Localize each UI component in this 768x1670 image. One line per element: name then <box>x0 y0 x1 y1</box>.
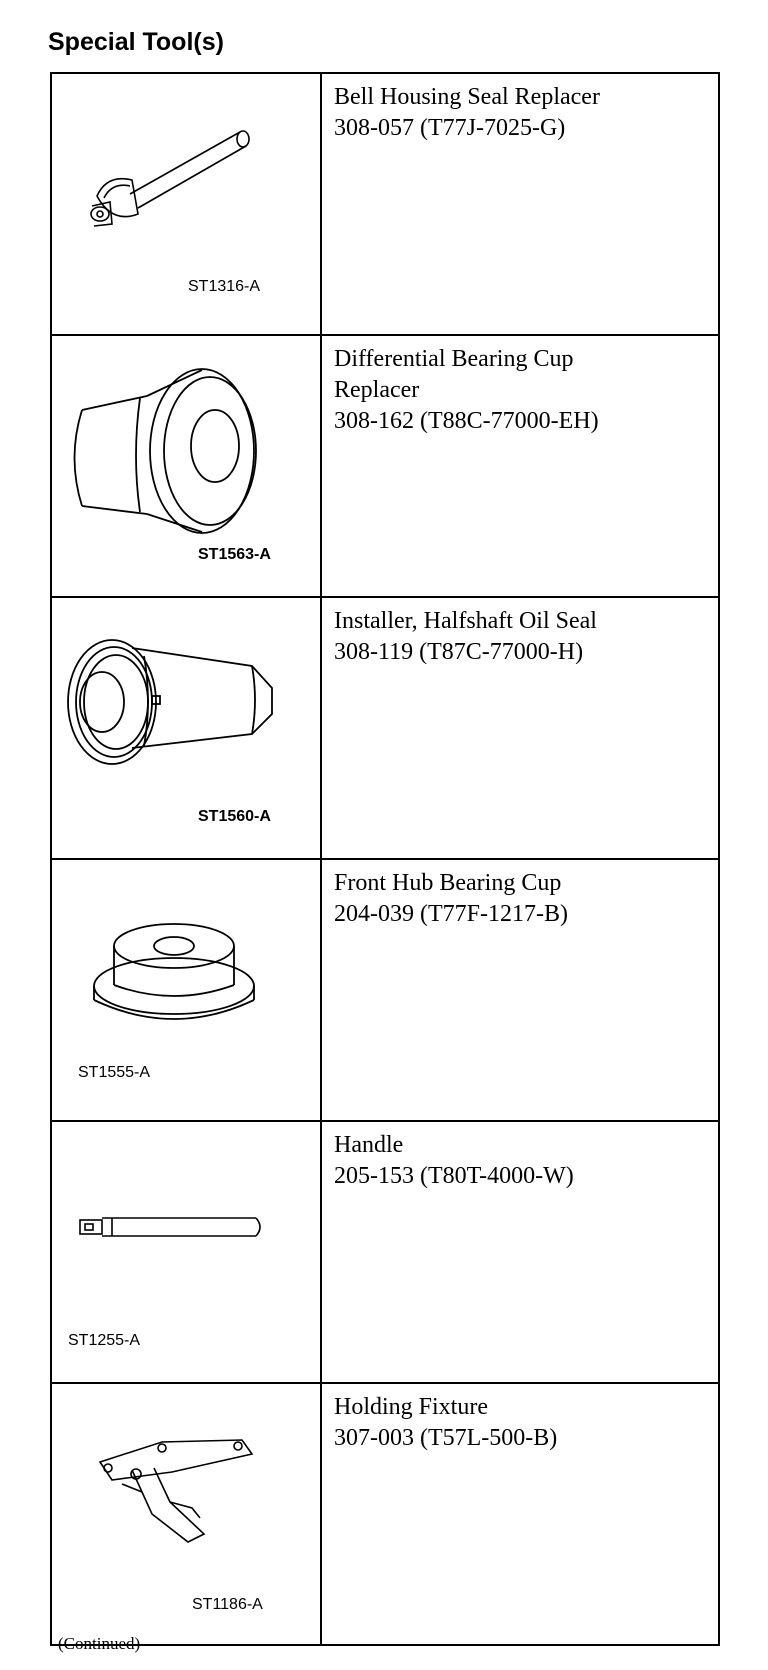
tool-part-number: 308-119 (T87C-77000-H) <box>334 639 584 665</box>
special-tools-table <box>50 72 720 1646</box>
tool-code: ST1563-A <box>198 546 271 563</box>
halfshaft-oil-seal-installer-icon <box>52 598 320 850</box>
tool-illustration-cell <box>51 859 321 1121</box>
page-title: Special Tool(s) <box>48 28 224 56</box>
tool-name: Front Hub Bearing Cup <box>334 870 562 896</box>
table-row <box>51 859 719 1121</box>
tool-code: ST1186-A <box>192 1596 263 1613</box>
tool-illustration-cell <box>51 1383 321 1645</box>
table-row <box>51 1121 719 1383</box>
tool-part-number: 204-039 (T77F-1217-B) <box>334 901 568 927</box>
tool-illustration-cell <box>51 335 321 597</box>
tool-description-cell <box>321 335 719 597</box>
tool-name: Differential Bearing Cup Replacer <box>334 346 574 403</box>
table-row <box>51 1383 719 1645</box>
tool-description-cell <box>321 1121 719 1383</box>
tool-description-cell <box>321 597 719 859</box>
tool-illustration-cell <box>51 73 321 335</box>
tool-code: ST1555-A <box>78 1064 151 1081</box>
continued-note: (Continued) <box>58 1634 141 1653</box>
tool-description-cell <box>321 1383 719 1645</box>
tool-description-cell <box>321 73 719 335</box>
tool-name: Handle <box>334 1132 404 1158</box>
holding-fixture-icon <box>52 1384 320 1636</box>
tool-name: Bell Housing Seal Replacer <box>334 84 600 110</box>
bell-housing-seal-replacer-icon <box>52 74 320 326</box>
tool-illustration-cell <box>51 597 321 859</box>
table-row <box>51 597 719 859</box>
tool-illustration-cell <box>51 1121 321 1383</box>
table-row <box>51 73 719 335</box>
differential-bearing-cup-replacer-icon <box>52 336 320 588</box>
tool-code: ST1316-A <box>188 278 261 295</box>
tool-code: ST1560-A <box>198 808 271 825</box>
tool-part-number: 205-153 (T80T-4000-W) <box>334 1163 574 1189</box>
tool-part-number: 308-057 (T77J-7025-G) <box>334 115 566 141</box>
tool-name: Holding Fixture <box>334 1394 488 1420</box>
tool-part-number: 307-003 (T57L-500-B) <box>334 1425 558 1451</box>
tool-part-number: 308-162 (T88C-77000-EH) <box>334 408 599 434</box>
table-row <box>51 335 719 597</box>
tool-code: ST1255-A <box>68 1332 141 1349</box>
tool-description-cell <box>321 859 719 1121</box>
tool-name: Installer, Halfshaft Oil Seal <box>334 608 597 634</box>
